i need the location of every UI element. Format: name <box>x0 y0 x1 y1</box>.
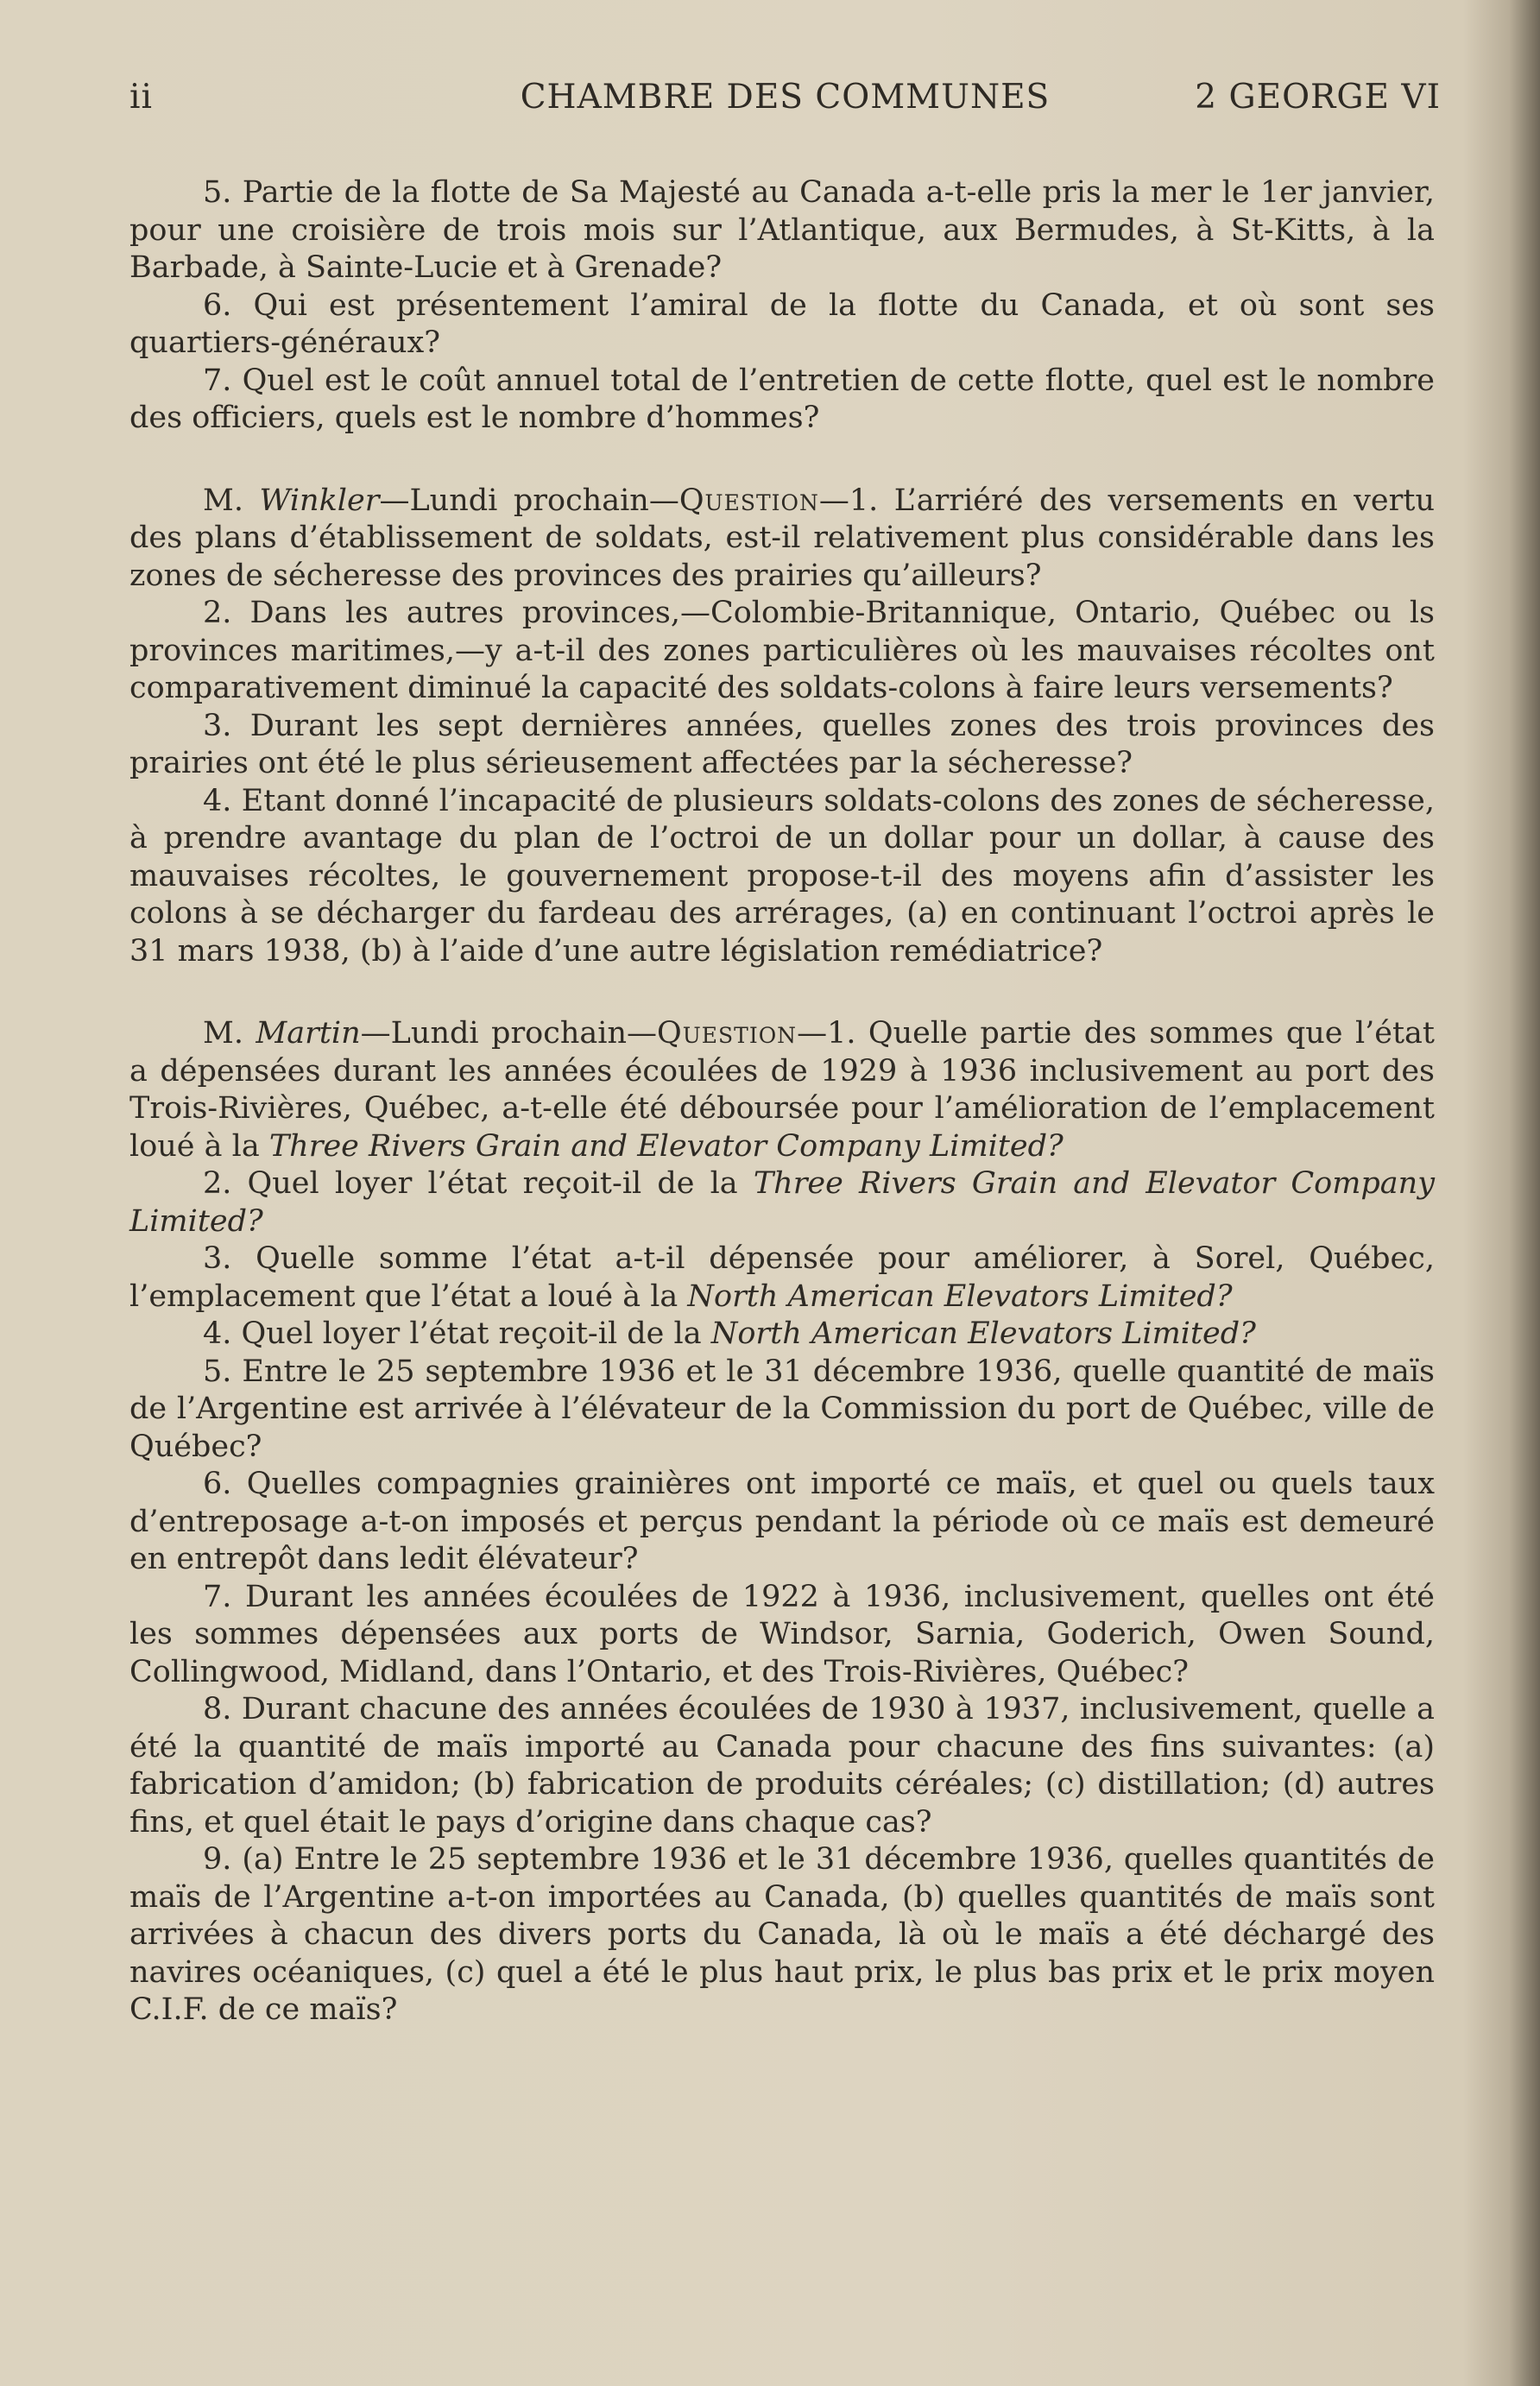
company-name: North American Elevators Limited? <box>687 1278 1233 1314</box>
question-label: Question <box>678 483 819 518</box>
header-title: CHAMBRE DES COMMUNES <box>520 78 1051 117</box>
member-name: Winkler <box>259 483 380 518</box>
paragraph: 5. Partie de la flotte de Sa Majesté au Canada a-t-elle pris la mer le 1er janvier, pour une croisière de trois mois sur l’Atlantique, aux Bermudes, à St-Kitts, à la Barbade, à Sainte-Lucie et à Grenade? <box>129 175 1435 285</box>
member-title: M. <box>203 483 243 518</box>
question-text: 2. Quel loyer l’état reçoit-il de la <box>203 1166 754 1201</box>
paragraph <box>129 1165 1435 1240</box>
paragraph: 2. Dans les autres provinces,—Colombie-Britannique, Ontario, Québec ou ls provinces maritimes,—y a-t-il des zones particulières où les mauvaises récoltes ont comparativement diminué la capacité des soldats-colons à faire leurs versements? <box>129 596 1435 705</box>
company-name: North American Elevators Limited? <box>710 1316 1256 1351</box>
member-title: M. <box>203 1016 243 1051</box>
question-when: —Lundi prochain— <box>360 1016 657 1051</box>
question-label: Question <box>657 1016 798 1051</box>
paragraph: 6. Quelles compagnies grainières ont importé ce maïs, et quel ou quels taux d’entreposage a-t-on imposés et perçus pendant la période où ce maïs est demeuré en entrepôt dans ledit élévateur? <box>129 1467 1435 1576</box>
question-when: —Lundi prochain— <box>379 483 679 518</box>
company-name: Three Rivers Grain and Elevator Company Limited? <box>268 1128 1063 1164</box>
paragraph: 9. (a) Entre le 25 septembre 1936 et le 31 décembre 1936, quelles quantités de maïs de l’Argentine a-t-on importées au Canada, (b) quelles quantités de maïs sont arrivées à chacun des divers ports du Canada, là où le maïs a été déchargé des navires océaniques, (c) quel a été le plus haut prix, le plus bas prix et le prix moyen C.I.F. de ce maïs? <box>129 1842 1435 2027</box>
company-name: Three Rivers Grain and Elevator Company Limited? <box>129 1166 1435 1239</box>
member-name: Martin <box>256 1016 361 1051</box>
paragraph <box>129 1240 1435 1316</box>
paragraph: 3. Durant les sept dernières années, quelles zones des trois provinces des prairies ont été le plus sérieusement affectées par la sécheresse? <box>129 708 1435 780</box>
paragraph: 6. Qui est présentement l’amiral de la flotte du Canada, et où sont ses quartiers-généraux? <box>129 287 1435 360</box>
header-regnal-year: 2 GEORGE VI <box>1195 78 1441 117</box>
question-entry <box>129 483 1435 596</box>
question-entry <box>129 1015 1435 1165</box>
paragraph: 7. Durant les années écoulées de 1922 à 1936, inclusivement, quelles ont été les sommes dépensées aux ports de Windsor, Sarnia, Goderich, Owen Sound, Collingwood, Midland, dans l’Ontario, et des Trois-Rivières, Québec? <box>129 1579 1435 1689</box>
question-text: 4. Quel loyer l’état reçoit-il de la <box>203 1316 711 1351</box>
page-number: ii <box>129 78 153 117</box>
paragraph: 4. Etant donné l’incapacité de plusieurs soldats-colons des zones de sécheresse, à prendre avantage du plan de l’octroi de un dollar pour un dollar, à cause des mauvaises récoltes, le gouvernement propose-t-il des moyens afin d’assister les colons à se décharger du fardeau des arrérages, (a) en continuant l’octroi après le 31 mars 1938, (b) à l’aide d’une autre législation remédiatrice? <box>129 783 1435 969</box>
document-body <box>129 174 1435 2029</box>
paragraph: 7. Quel est le coût annuel total de l’entretien de cette flotte, quel est le nombre des officiers, quels est le nombre d’hommes? <box>129 363 1435 435</box>
question-text: —1. Quelle partie des sommes que l’état a dépensées durant les années écoulées de 1929 à 1936 inclusivement au port des Trois-Rivières, Québec, a-t-elle été déboursée pour l’amélioration de l’emplacement loué à la <box>129 1016 1435 1164</box>
question-text: 3. Quelle somme l’état a-t-il dépensée pour améliorer, à Sorel, Québec, l’emplacement que l’état a loué à la <box>129 1241 1435 1314</box>
paragraph <box>129 1316 1435 1354</box>
paragraph: 8. Durant chacune des années écoulées de 1930 à 1937, inclusivement, quelle a été la quantité de maïs importé au Canada pour chacune des fins suivantes: (a) fabrication d’amidon; (b) fabrication de produits céréales; (c) distillation; (d) autres fins, et quel était le pays d’origine dans chaque cas? <box>129 1692 1435 1840</box>
question-text: —1. L’arriéré des versements en vertu des plans d’établissement de soldats, est-il relativement plus considérable dans les zones de sécheresse des provinces des prairies qu’ailleurs? <box>129 483 1435 593</box>
paragraph: 5. Entre le 25 septembre 1936 et le 31 décembre 1936, quelle quantité de maïs de l’Argentine est arrivée à l’élévateur de la Commission du port de Québec, ville de Québec? <box>129 1354 1435 1464</box>
